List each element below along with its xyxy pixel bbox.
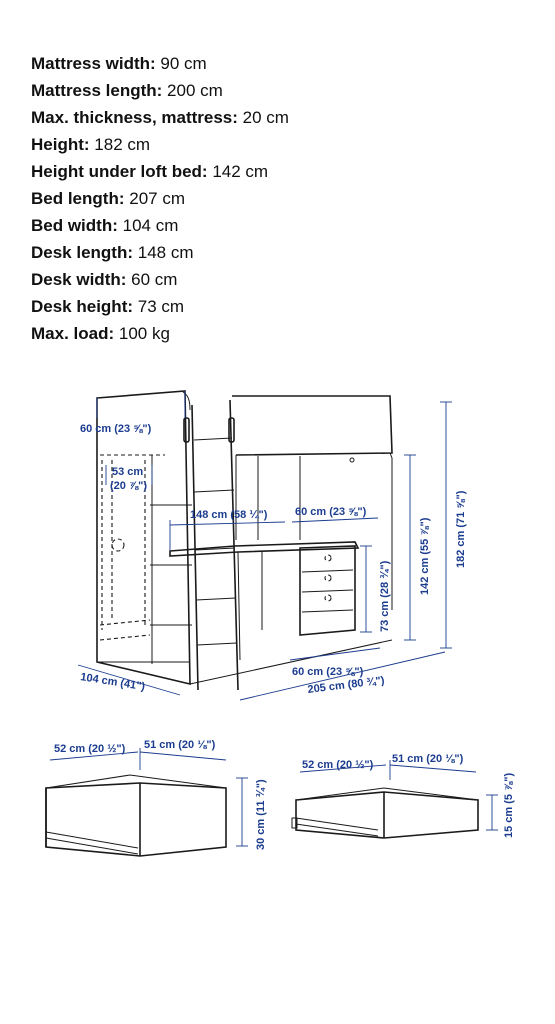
spec-label: Height: <box>31 135 90 154</box>
spec-value: 207 cm <box>129 189 185 208</box>
spec-value: 200 cm <box>167 81 223 100</box>
dim-desk-height: 73 cm (28 ¾") <box>379 560 391 632</box>
spec-label: Max. thickness, mattress: <box>31 108 238 127</box>
dim-desk-width: 60 cm (23 ⅝") <box>295 506 367 518</box>
spec-label: Max. load: <box>31 324 115 343</box>
spec-value: 60 cm <box>131 270 178 289</box>
spec-label: Mattress width: <box>31 54 156 73</box>
spec-label: Mattress length: <box>31 81 163 100</box>
dim-inner-width-in: (20 ⅞") <box>110 480 148 492</box>
loft-bed-drawing <box>97 391 392 690</box>
dim-total-height: 182 cm (71 ⅝") <box>455 490 467 568</box>
spec-value: 73 cm <box>137 297 185 316</box>
spec-label: Desk width: <box>31 270 127 289</box>
dim-large-height: 30 cm (11 ¾") <box>255 779 267 850</box>
spec-value: 104 cm <box>122 216 179 235</box>
spec-label: Bed width: <box>31 216 118 235</box>
spec-value: 20 cm <box>242 108 289 127</box>
spec-label: Desk height: <box>31 297 134 316</box>
spec-value: 142 cm <box>212 162 269 181</box>
dim-large-width-right: 51 cm (20 ⅛") <box>144 739 216 751</box>
dim-inner-width-cm: 53 cm <box>112 466 144 478</box>
spec-value: 90 cm <box>160 54 207 73</box>
dim-top-width: 60 cm (23 ⅝") <box>80 423 152 435</box>
spec-label: Bed length: <box>31 189 125 208</box>
spec-value: 182 cm <box>94 135 151 154</box>
spec-label: Height under loft bed: <box>31 162 208 181</box>
dim-large-width-left: 52 cm (20 ½") <box>54 743 126 755</box>
dim-small-width-right: 51 cm (20 ⅛") <box>392 753 464 765</box>
dim-bed-width: 104 cm (41") <box>79 671 146 694</box>
drawer-large-drawing <box>46 775 226 856</box>
drawer-small-drawing <box>292 788 478 838</box>
dim-desk-length: 148 cm (58 ¼") <box>190 509 268 521</box>
drawer-large-dimensions <box>50 739 267 850</box>
spec-label: Desk length: <box>31 243 134 262</box>
spec-value: 100 kg <box>118 324 170 343</box>
dim-bed-length: 205 cm (80 ¾") <box>306 674 386 696</box>
dim-height-under: 142 cm (55 ⅞") <box>419 517 431 595</box>
spec-value: 148 cm <box>137 243 194 262</box>
dim-small-height: 15 cm (5 ⅞") <box>503 772 515 838</box>
dim-base-depth: 60 cm (23 ⅝") <box>292 666 364 678</box>
dim-small-width-left: 52 cm (20 ½") <box>302 759 374 771</box>
